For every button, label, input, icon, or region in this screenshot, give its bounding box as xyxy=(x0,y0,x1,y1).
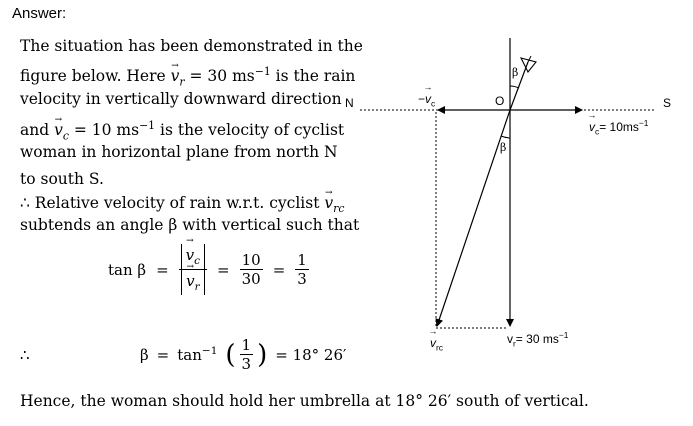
neg-vc-sub: c xyxy=(431,98,436,109)
den-1: 30 xyxy=(241,270,261,288)
text-line-8: subtends an angle β with vertical such that xyxy=(20,216,360,234)
vc-symbol: → v xyxy=(54,120,63,140)
vc-subscript: c xyxy=(62,129,69,143)
vrc-label xyxy=(430,336,443,352)
conclusion-line: Hence, the woman should hold her umbrella at 18° 26′ south of vertical. xyxy=(20,392,589,410)
text-line-3: velocity in vertically downward direction xyxy=(20,90,342,108)
neg-vc-v: → v xyxy=(425,92,431,106)
result-equation: β = $\tan^{-1}$ ( $\frac{1}{3}$ ) = 18° 26′ xyxy=(140,336,347,373)
text-line-2a: figure below. Here xyxy=(20,67,171,86)
result-lhs: β xyxy=(140,345,149,364)
vrc-subscript: rc xyxy=(333,202,345,216)
result-den: 3 xyxy=(241,355,252,373)
text-line-2b: = 30 ms xyxy=(184,67,255,86)
text-line-6: to south S. xyxy=(20,170,104,188)
north-label: N xyxy=(345,96,354,110)
vc-label-v: → v xyxy=(589,120,595,134)
vr-label-sub: r xyxy=(513,338,516,349)
vr-subscript: r xyxy=(179,75,185,89)
vc-label-sub: c xyxy=(595,126,600,137)
south-label: S xyxy=(663,96,672,110)
result-rhs: = 18° 26′ xyxy=(275,345,347,364)
text-line-4c: is the velocity of cyclist xyxy=(155,121,345,140)
eq-sign-1: = xyxy=(156,260,169,279)
eq-lhs: tan β xyxy=(108,260,147,279)
text-line-5: woman in horizontal plane from north N xyxy=(20,143,338,161)
text-line-2c: is the rain xyxy=(270,67,356,86)
text-line-1: The situation has been demonstrated in the xyxy=(20,37,363,55)
beta-arc-top xyxy=(510,86,519,88)
result-eq: = xyxy=(156,345,170,364)
result-fn: tan xyxy=(177,346,202,364)
neg-vc-label xyxy=(418,92,435,108)
frac-vr-sub: r xyxy=(194,281,200,293)
vr-label-v: v xyxy=(507,332,513,346)
beta-arc-mid xyxy=(501,136,510,138)
vrc-symbol: → v xyxy=(324,193,333,213)
vr-label-rest: = 30 ms xyxy=(515,332,559,346)
frac-vr: → v xyxy=(186,272,194,290)
vr-symbol: → v xyxy=(171,66,180,86)
vr-label-exp: −1 xyxy=(558,330,569,340)
vr-label xyxy=(507,330,568,348)
therefore-symbol: ∴ xyxy=(20,346,30,364)
text-line-4a: and xyxy=(20,121,55,140)
text-line-7a: ∴ Relative velocity of rain w.r.t. cyclist xyxy=(20,194,325,212)
origin-label: O xyxy=(495,94,505,108)
unit-exp-1: −1 xyxy=(254,65,271,78)
frac-vc-sub: c xyxy=(194,255,201,267)
vc-label-rest: = 10ms xyxy=(599,120,639,134)
vrc-label-sub: rc xyxy=(436,342,443,353)
num-2: 1 xyxy=(297,251,307,269)
eq-sign-3: = xyxy=(272,260,286,279)
answer-heading: Answer: xyxy=(12,5,67,22)
text-line-4b: = 10 ms xyxy=(68,121,140,140)
frac-vc: → v xyxy=(186,246,194,264)
beta-mid-label: β xyxy=(500,141,507,154)
result-exp: −1 xyxy=(201,345,218,357)
eq-sign-2: = xyxy=(217,260,230,279)
neg-vc-sign: − xyxy=(418,92,426,106)
beta-top-label: β xyxy=(512,66,519,79)
unit-exp-2: −1 xyxy=(139,119,156,132)
num-1: 10 xyxy=(241,251,261,269)
vc-label xyxy=(589,118,648,136)
den-2: 3 xyxy=(297,270,307,288)
vrc-label-v: → v xyxy=(430,336,436,350)
result-num: 1 xyxy=(241,336,252,354)
vc-label-exp: −1 xyxy=(638,118,649,128)
